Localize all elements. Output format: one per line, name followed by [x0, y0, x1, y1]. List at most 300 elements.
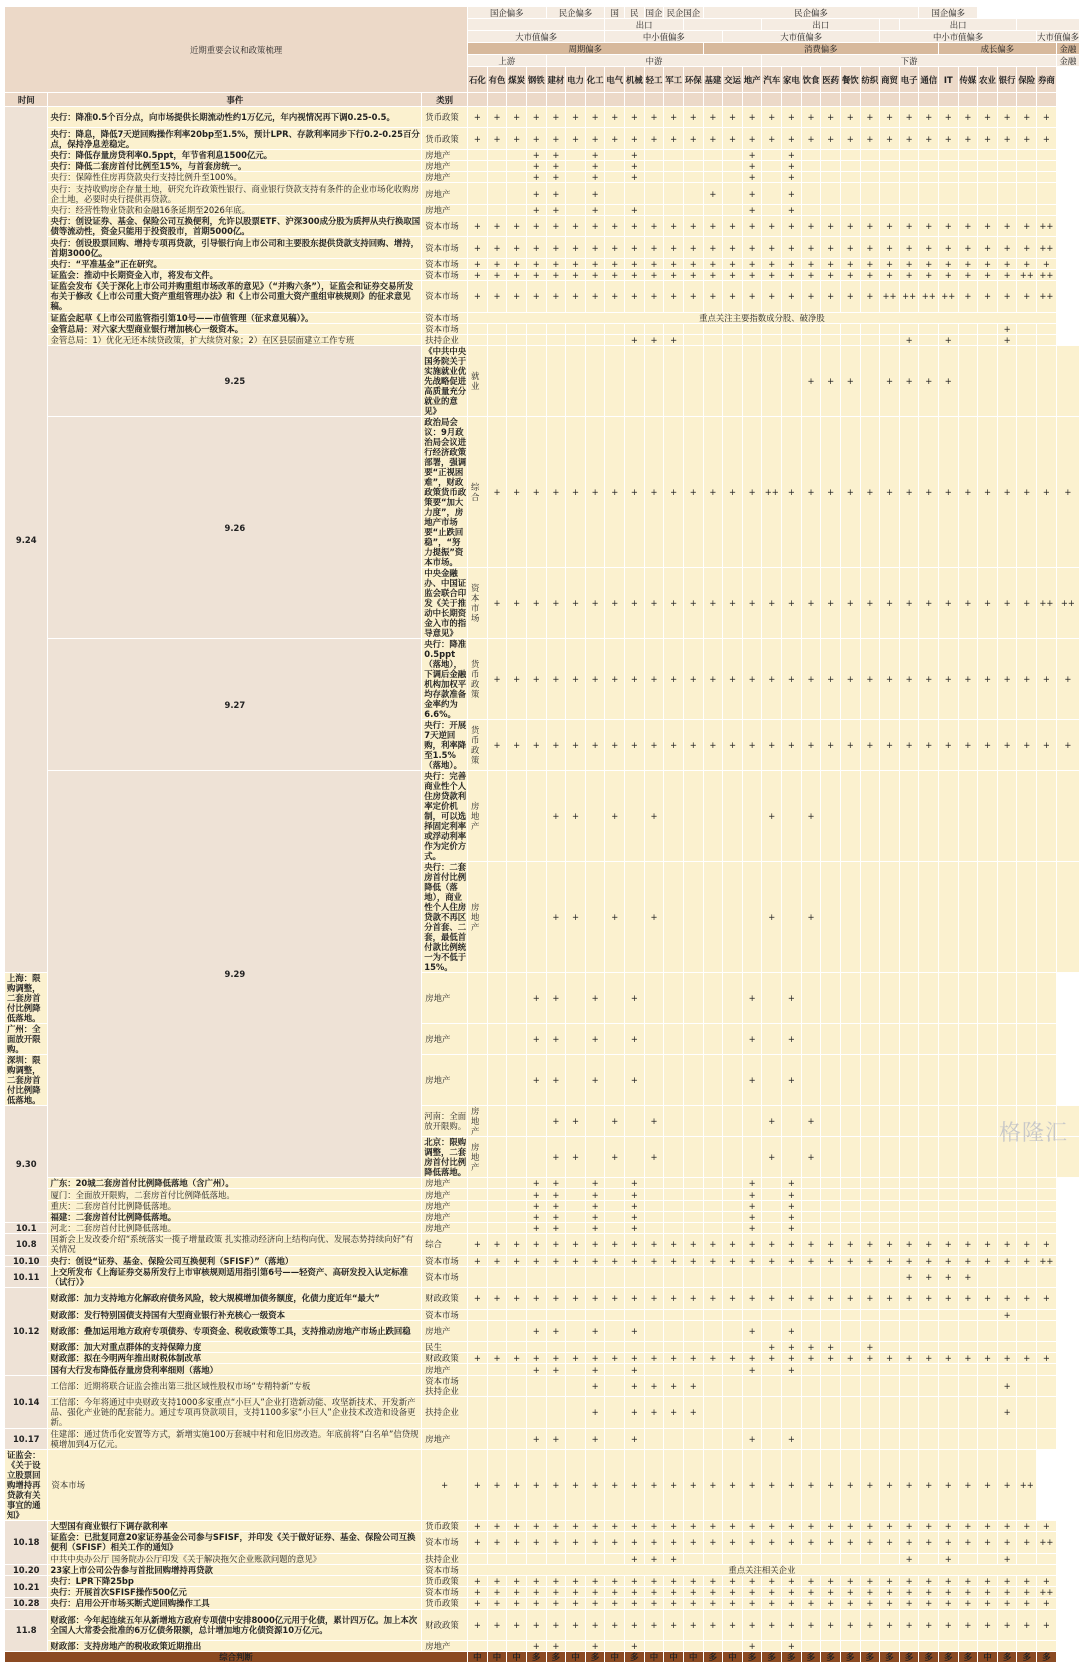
row-event: 厦门：全面放开限购，二套房首付比例降低落地。 — [48, 1189, 422, 1200]
header-spacer — [997, 93, 1017, 107]
impact-cell: + — [860, 1598, 880, 1609]
impact-cell: + — [997, 1397, 1017, 1429]
impact-cell — [860, 1428, 880, 1449]
impact-cell — [664, 1641, 684, 1652]
header-spacer — [762, 93, 782, 107]
impact-cell — [644, 1641, 664, 1652]
footer-judgement: 多 — [899, 1652, 919, 1663]
row-category: 资本市场 — [422, 1309, 468, 1320]
impact-cell: + — [683, 1255, 703, 1266]
impact-cell — [997, 1189, 1017, 1200]
impact-cell — [958, 1342, 978, 1353]
impact-cell — [997, 1055, 1017, 1106]
impact-cell — [860, 1320, 880, 1341]
impact-cell: + — [625, 1211, 645, 1222]
impact-cell: + — [762, 281, 782, 313]
industry-header: 商贸 — [880, 67, 900, 93]
impact-cell — [487, 1553, 507, 1564]
table-row — [5, 771, 1080, 862]
impact-cell: + — [723, 269, 743, 280]
impact-cell: + — [782, 1576, 802, 1587]
impact-cell — [821, 1200, 841, 1211]
impact-cell: + — [840, 1587, 860, 1598]
impact-cell: + — [625, 160, 645, 171]
impact-cell: + — [880, 1353, 900, 1364]
row-event: 央行：启用公开市场买断式逆回购操作工具 — [48, 1598, 422, 1609]
table-row — [5, 237, 1080, 258]
impact-cell: + — [978, 1532, 998, 1553]
row-event: 金管总局：对六家大型商业银行增加核心一级资本。 — [48, 323, 422, 334]
impact-cell: + — [899, 1576, 919, 1587]
impact-cell: + — [742, 1587, 762, 1598]
impact-cell — [821, 172, 841, 183]
impact-cell — [899, 1320, 919, 1341]
impact-cell — [605, 149, 625, 160]
impact-cell: + — [919, 346, 939, 417]
impact-cell: + — [625, 237, 645, 258]
impact-cell — [958, 1189, 978, 1200]
impact-cell: + — [801, 128, 821, 149]
impact-cell — [997, 204, 1017, 215]
impact-cell: + — [644, 1375, 664, 1396]
impact-cell — [762, 1055, 782, 1106]
table-row — [5, 183, 1080, 204]
impact-cell: + — [625, 720, 645, 771]
impact-cell: + — [487, 639, 507, 720]
impact-cell — [801, 1211, 821, 1222]
impact-cell: + — [585, 128, 605, 149]
row-event: 上海：限购调整，二套房首付比例降低落地。 — [5, 973, 48, 1024]
impact-cell: + — [801, 281, 821, 313]
impact-cell: + — [939, 1587, 959, 1598]
footer-judgement: 多 — [880, 1652, 900, 1663]
impact-cell: + — [919, 1234, 939, 1255]
impact-cell: + — [546, 1521, 566, 1532]
impact-cell — [899, 183, 919, 204]
row-event: 央行：创设股票回购、增持专项再贷款，引导银行向上市公司和主要股东提供贷款支持回购、增持，首期3000亿。 — [48, 237, 422, 258]
impact-cell: + — [801, 1576, 821, 1587]
row-event: 福建：二套房首付比例降低落地。 — [48, 1211, 422, 1222]
impact-cell: + — [821, 258, 841, 269]
impact-cell — [840, 1553, 860, 1564]
impact-cell — [585, 1309, 605, 1320]
impact-cell: + — [958, 215, 978, 236]
impact-cell — [978, 1553, 998, 1564]
impact-cell: + — [782, 1353, 802, 1364]
impact-cell — [762, 1553, 782, 1564]
impact-cell: + — [723, 1587, 743, 1598]
impact-cell — [860, 1106, 880, 1137]
impact-cell: + — [507, 215, 527, 236]
impact-cell — [919, 1189, 939, 1200]
table-row — [5, 1428, 1080, 1449]
impact-cell — [468, 160, 488, 171]
impact-cell: + — [526, 568, 546, 639]
impact-cell — [703, 1222, 723, 1233]
footer-judgement: 多 — [939, 1652, 959, 1663]
impact-cell — [801, 1266, 821, 1287]
impact-cell — [978, 346, 998, 417]
impact-cell: + — [958, 568, 978, 639]
impact-cell — [723, 1178, 743, 1189]
impact-cell — [958, 335, 978, 346]
row-category: 房地产 — [468, 1137, 488, 1178]
impact-cell: + — [644, 639, 664, 720]
impact-cell: + — [703, 1587, 723, 1598]
impact-cell — [664, 1342, 684, 1353]
impact-cell — [801, 335, 821, 346]
impact-cell — [860, 1200, 880, 1211]
column-header-event: 事件 — [48, 93, 422, 107]
row-event: 工信部：今年将通过中央财政支持1000多家重点“小巨人”企业打造新动能、攻坚新技术、开发新产品、强化产业链的配套能力。通过专项再贷款项目，支持1100多家“小巨人”企业技术改造和设备更新。 — [48, 1397, 422, 1429]
impact-cell — [919, 771, 939, 862]
impact-cell: + — [997, 1553, 1017, 1564]
impact-cell: + — [782, 1255, 802, 1266]
impact-cell: + — [821, 417, 841, 568]
impact-cell: + — [801, 107, 821, 128]
impact-cell: + — [860, 1532, 880, 1553]
industry-header: 券商 — [1037, 67, 1057, 93]
impact-cell: + — [821, 237, 841, 258]
impact-cell: + — [644, 215, 664, 236]
impact-cell: + — [860, 258, 880, 269]
impact-cell: + — [782, 281, 802, 313]
impact-cell — [919, 1364, 939, 1375]
impact-cell — [585, 771, 605, 862]
industry-header: 电子 — [899, 67, 919, 93]
impact-cell: + — [664, 568, 684, 639]
impact-cell: + — [978, 639, 998, 720]
impact-cell — [801, 1189, 821, 1200]
impact-cell: + — [860, 269, 880, 280]
impact-cell — [1037, 1055, 1057, 1106]
impact-cell: + — [1037, 1609, 1057, 1641]
impact-cell: + — [605, 720, 625, 771]
impact-cell: + — [880, 215, 900, 236]
row-category: 房地产 — [422, 1024, 468, 1055]
impact-cell — [644, 1342, 664, 1353]
impact-cell: ++ — [1017, 269, 1037, 280]
impact-cell: + — [1037, 128, 1057, 149]
impact-cell: + — [939, 1234, 959, 1255]
table-row — [5, 1521, 1080, 1532]
impact-cell — [762, 1375, 782, 1396]
row-event: 《中共中央 国务院关于实施就业优先战略促进高质量充分就业的意见》 — [422, 346, 468, 417]
impact-cell — [899, 1024, 919, 1055]
impact-cell — [507, 335, 527, 346]
impact-cell: + — [1017, 639, 1037, 720]
header-group-r2-0 — [468, 19, 605, 31]
impact-cell — [468, 1309, 488, 1320]
impact-cell — [1017, 204, 1037, 215]
row-category: 资本市场 — [422, 281, 468, 313]
impact-cell — [840, 1055, 860, 1106]
impact-cell — [978, 172, 998, 183]
impact-cell — [958, 1222, 978, 1233]
row-date: 10.11 — [5, 1266, 48, 1287]
impact-cell — [1037, 204, 1057, 215]
impact-cell: + — [585, 1320, 605, 1341]
impact-cell: + — [703, 258, 723, 269]
impact-cell: + — [880, 269, 900, 280]
impact-cell — [526, 1106, 546, 1137]
impact-cell: + — [821, 1532, 841, 1553]
impact-cell: + — [958, 1450, 978, 1521]
impact-cell — [723, 1266, 743, 1287]
impact-cell: + — [605, 1450, 625, 1521]
impact-cell — [958, 1200, 978, 1211]
impact-cell: + — [703, 1450, 723, 1521]
impact-cell: + — [683, 1353, 703, 1364]
header-group-r1-1: 民企偏多 — [546, 7, 605, 19]
table-row — [5, 128, 1080, 149]
footer-judgement: 多 — [860, 1652, 880, 1663]
impact-cell: + — [605, 237, 625, 258]
impact-cell — [487, 1375, 507, 1396]
impact-cell — [899, 204, 919, 215]
impact-cell: + — [625, 1598, 645, 1609]
impact-cell — [919, 160, 939, 171]
impact-cell: + — [526, 973, 546, 1024]
row-event: 央行：完善商业性个人住房贷款利率定价机制，可以选择固定利率或浮动利率作为定价方式。 — [422, 771, 468, 862]
impact-cell: + — [526, 1521, 546, 1532]
impact-cell — [997, 1342, 1017, 1353]
impact-cell — [762, 1200, 782, 1211]
impact-cell: + — [762, 1353, 782, 1364]
impact-cell: + — [526, 1576, 546, 1587]
impact-cell: + — [782, 237, 802, 258]
impact-cell — [762, 1189, 782, 1200]
impact-cell: + — [507, 639, 527, 720]
impact-cell: + — [1017, 1609, 1037, 1641]
impact-cell: + — [468, 1353, 488, 1364]
impact-cell: + — [880, 346, 900, 417]
impact-cell — [546, 1309, 566, 1320]
impact-cell: + — [821, 1598, 841, 1609]
impact-cell: + — [468, 1598, 488, 1609]
header-spacer — [1037, 93, 1057, 107]
table-row — [5, 1309, 1080, 1320]
impact-cell — [978, 1428, 998, 1449]
impact-cell — [880, 183, 900, 204]
impact-cell — [605, 1222, 625, 1233]
impact-cell — [703, 1178, 723, 1189]
impact-cell — [919, 1211, 939, 1222]
impact-cell — [703, 1364, 723, 1375]
impact-cell — [723, 1375, 743, 1396]
impact-cell — [880, 1309, 900, 1320]
impact-cell: + — [958, 269, 978, 280]
impact-cell: + — [958, 1234, 978, 1255]
footer-judgement: 多 — [958, 1652, 978, 1663]
impact-cell — [723, 1553, 743, 1564]
header-spacer — [664, 93, 684, 107]
impact-cell: ++ — [880, 281, 900, 313]
impact-cell — [939, 973, 959, 1024]
header-group-r3-3: 中小市值偏多 — [880, 31, 1037, 43]
impact-cell: + — [546, 1106, 566, 1137]
impact-cell — [997, 160, 1017, 171]
impact-cell: + — [1017, 720, 1037, 771]
row-event: 深圳：限购调整，二套房首付比例降低落地。 — [5, 1055, 48, 1106]
impact-cell — [880, 771, 900, 862]
industry-header: IT — [939, 67, 959, 93]
impact-cell — [566, 1222, 586, 1233]
impact-cell: + — [899, 215, 919, 236]
impact-cell — [605, 1342, 625, 1353]
impact-cell: + — [997, 128, 1017, 149]
impact-cell — [468, 1178, 488, 1189]
impact-cell — [782, 1309, 802, 1320]
footer-judgement: 中 — [487, 1652, 507, 1663]
impact-cell — [742, 1553, 762, 1564]
impact-cell — [762, 1641, 782, 1652]
impact-cell: + — [625, 1178, 645, 1189]
impact-cell: + — [978, 215, 998, 236]
impact-cell: + — [919, 1532, 939, 1553]
footer-judgement: 多 — [526, 1652, 546, 1663]
impact-cell: + — [585, 183, 605, 204]
header-spacer — [899, 93, 919, 107]
impact-cell — [566, 1397, 586, 1429]
impact-cell: + — [625, 335, 645, 346]
impact-cell — [1017, 1342, 1037, 1353]
row-event: 北京：限购调整，二套房首付比例降低落地。 — [422, 1137, 468, 1178]
impact-cell — [468, 183, 488, 204]
impact-cell — [860, 1137, 880, 1178]
impact-cell — [664, 204, 684, 215]
impact-cell — [487, 1137, 507, 1178]
impact-cell: + — [939, 1450, 959, 1521]
impact-cell: + — [919, 128, 939, 149]
impact-cell — [683, 160, 703, 171]
impact-cell: + — [703, 128, 723, 149]
impact-cell: + — [762, 862, 782, 973]
impact-cell — [625, 1106, 645, 1137]
impact-cell — [919, 1397, 939, 1429]
impact-cell — [664, 1189, 684, 1200]
impact-cell: + — [958, 1255, 978, 1266]
impact-cell — [683, 1320, 703, 1341]
impact-cell — [919, 1641, 939, 1652]
impact-cell: + — [742, 215, 762, 236]
impact-cell — [880, 149, 900, 160]
impact-cell — [860, 1309, 880, 1320]
impact-cell: + — [546, 1364, 566, 1375]
impact-cell — [1037, 1189, 1057, 1200]
impact-cell — [860, 771, 880, 862]
impact-cell: + — [585, 1200, 605, 1211]
impact-cell: + — [605, 417, 625, 568]
impact-cell — [880, 172, 900, 183]
impact-cell — [899, 1200, 919, 1211]
impact-cell: + — [625, 1024, 645, 1055]
impact-cell — [919, 1024, 939, 1055]
table-row — [5, 346, 1080, 417]
impact-cell: + — [566, 1532, 586, 1553]
impact-cell — [1037, 1428, 1057, 1449]
impact-cell — [1037, 973, 1057, 1024]
impact-cell: + — [801, 258, 821, 269]
impact-cell: + — [1037, 107, 1057, 128]
row-note: 重点关注相关企业 — [468, 1564, 1057, 1575]
impact-cell: + — [507, 1521, 527, 1532]
impact-cell — [1017, 1309, 1037, 1320]
impact-cell: + — [860, 1609, 880, 1641]
header-group-r4-2: 成长偏多 — [939, 43, 1057, 55]
impact-cell: + — [899, 1234, 919, 1255]
impact-cell — [1017, 1055, 1037, 1106]
impact-cell: + — [840, 1521, 860, 1532]
impact-cell — [919, 1553, 939, 1564]
impact-cell — [605, 183, 625, 204]
impact-cell — [919, 172, 939, 183]
impact-cell — [939, 160, 959, 171]
row-event: 央行：降准0.5ppt（落地），下调后金融机构加权平均存款准备金率约为6.6%。 — [422, 639, 468, 720]
impact-cell — [605, 323, 625, 334]
row-event: 央行：LPR下降25bp — [48, 1576, 422, 1587]
impact-cell: + — [742, 204, 762, 215]
row-date: 10.20 — [5, 1564, 48, 1575]
impact-cell: + — [762, 1106, 782, 1137]
footer-judgement: 中 — [683, 1652, 703, 1663]
impact-cell — [1017, 335, 1037, 346]
impact-cell: + — [507, 1532, 527, 1553]
impact-cell: + — [526, 1211, 546, 1222]
impact-cell: + — [958, 258, 978, 269]
impact-cell: + — [899, 1353, 919, 1364]
impact-cell: + — [468, 237, 488, 258]
impact-cell — [703, 1200, 723, 1211]
impact-cell: + — [468, 1532, 488, 1553]
impact-cell: + — [880, 107, 900, 128]
impact-cell: + — [997, 1234, 1017, 1255]
header-group-r4-0: 周期偏多 — [468, 43, 704, 55]
impact-cell: + — [899, 107, 919, 128]
impact-cell: + — [664, 639, 684, 720]
impact-cell: + — [880, 1234, 900, 1255]
impact-cell — [742, 1266, 762, 1287]
impact-cell: + — [644, 771, 664, 862]
impact-cell: + — [546, 1255, 566, 1266]
header-group-r2-2 — [683, 19, 762, 31]
impact-cell — [1037, 1375, 1057, 1396]
impact-cell — [939, 1641, 959, 1652]
row-date: 9.26 — [48, 417, 422, 639]
row-category: 扶持企业 — [422, 1553, 468, 1564]
impact-cell — [939, 1222, 959, 1233]
impact-cell: + — [566, 1353, 586, 1364]
impact-cell: + — [742, 1576, 762, 1587]
table-row — [5, 1353, 1080, 1364]
impact-cell: + — [742, 183, 762, 204]
impact-cell — [919, 1342, 939, 1353]
impact-cell: + — [919, 720, 939, 771]
impact-cell: + — [585, 1288, 605, 1309]
impact-cell — [566, 1178, 586, 1189]
impact-cell: + — [625, 258, 645, 269]
impact-cell: + — [585, 1055, 605, 1106]
impact-cell: + — [546, 1200, 566, 1211]
impact-cell — [566, 1024, 586, 1055]
impact-cell: + — [703, 720, 723, 771]
impact-cell: + — [585, 1450, 605, 1521]
table-row — [5, 160, 1080, 171]
impact-cell: + — [997, 323, 1017, 334]
impact-cell: + — [526, 204, 546, 215]
impact-cell — [821, 323, 841, 334]
impact-cell — [703, 1428, 723, 1449]
